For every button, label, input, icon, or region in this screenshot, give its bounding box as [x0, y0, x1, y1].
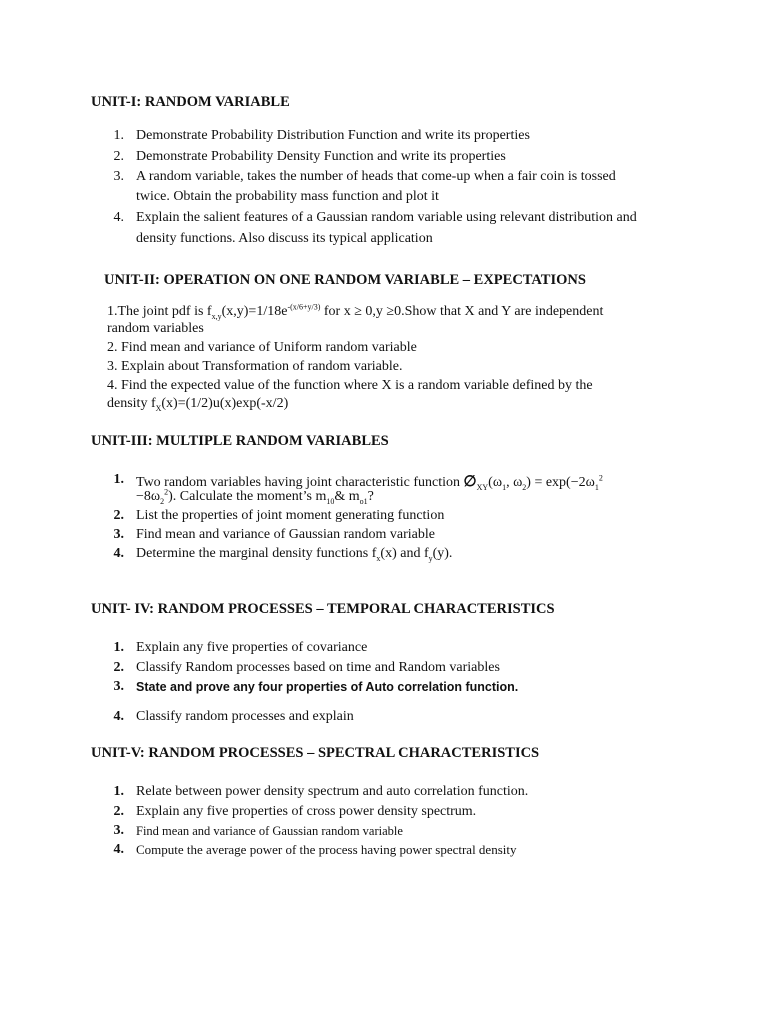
unit-4-item-3: State and prove any four properties of Auto correlation function.: [136, 680, 519, 694]
unit-4-item-3-number: 3.: [113, 679, 124, 694]
unit-1-item-2-number: 2.: [113, 149, 124, 164]
unit-5-item-2: Explain any five properties of cross power density spectrum.: [136, 804, 477, 819]
unit-2-item-1-part-a: 1.The joint pdf is f: [107, 304, 212, 319]
unit-3-item-2: List the properties of joint moment generating function: [136, 508, 445, 523]
unit-3-item-1-sup-4: 2: [164, 487, 169, 497]
unit-4-item-4: Classify random processes and explain: [136, 709, 354, 724]
unit-3-item-1-line2-a: −8ω: [136, 489, 161, 504]
unit-2-item-2: 2. Find mean and variance of Uniform random variable: [107, 340, 417, 355]
unit-2-item-1-subscript: x,y: [211, 311, 222, 321]
unit-1-item-4-continued: density functions. Also discuss its typical application: [136, 231, 433, 246]
unit-5-item-3-number: 3.: [113, 823, 124, 838]
unit-3-item-1-phi-symbol: ∅: [463, 474, 477, 490]
unit-3-item-4: [136, 546, 452, 562]
unit-3-item-1-sub-1: 1: [502, 482, 507, 492]
unit-5-item-3: Find mean and variance of Gaussian random variable: [136, 824, 403, 838]
unit-2-item-1: [107, 304, 603, 320]
unit-3-heading: [91, 433, 389, 450]
unit-3-item-1-sub-4: 2: [160, 496, 165, 506]
unit-3-item-3: Find mean and variance of Gaussian random variable: [136, 527, 435, 542]
unit-3-item-1-line2-d: ?: [367, 489, 374, 504]
unit-4-item-1: Explain any five properties of covariance: [136, 640, 368, 655]
unit-1-item-1: Demonstrate Probability Distribution Function and write its properties: [136, 128, 530, 143]
unit-3-item-1-line2-c: & m: [334, 489, 360, 504]
unit-3-item-1-sub-6: o1: [359, 496, 368, 506]
unit-3-item-4-part-c: (y).: [432, 546, 453, 561]
unit-4-item-4-number: 4.: [113, 709, 124, 724]
unit-2-item-1-exponent: -(x/6+y/3): [287, 302, 321, 312]
unit-2-item-1-part-c: for x ≥ 0,y ≥0.Show that X and Y are independent: [320, 304, 604, 319]
unit-2-item-4-part-b: (x)=(1/2)u(x)exp(-x/2): [161, 396, 289, 411]
unit-3-item-4-sub-y: y: [428, 553, 433, 563]
unit-3-item-1-part-a: Two random variables having joint characteristic function: [136, 475, 464, 490]
unit-5-item-1: Relate between power density spectrum and auto correlation function.: [136, 784, 529, 799]
unit-3-item-1-continued: [136, 489, 374, 505]
unit-2-item-1-part-b: (x,y)=1/18e: [221, 304, 288, 319]
unit-3-item-1-sub-3: 1: [594, 482, 599, 492]
unit-2-item-4: 4. Find the expected value of the function where X is a random variable defined by the: [107, 378, 593, 393]
unit-1-item-4-number: 4.: [113, 210, 124, 225]
unit-5-heading: UNIT-V: RANDOM PROCESSES – SPECTRAL CHARACTERISTICS: [91, 745, 540, 761]
unit-1-item-3-continued: twice. Obtain the probability mass function and plot it: [136, 189, 439, 204]
unit-2-item-4-continued: [107, 396, 288, 412]
unit-3-item-1-sup-3: 2: [598, 473, 603, 483]
unit-3-item-4-number: 4.: [113, 546, 124, 561]
unit-5-item-2-number: 2.: [113, 804, 124, 819]
unit-1-item-3-number: 3.: [113, 169, 124, 184]
unit-3-item-1-sub-xy: XY: [476, 482, 489, 492]
unit-1-item-1-number: 1.: [113, 128, 124, 143]
unit-3-item-4-part-b: (x) and f: [380, 546, 429, 561]
unit-3-item-1-part-c: , ω: [506, 475, 523, 490]
unit-3-item-1-number: 1.: [113, 472, 124, 487]
unit-2-item-3: 3. Explain about Transformation of random variable.: [107, 359, 403, 374]
unit-1-item-3: A random variable, takes the number of heads that come-up when a fair coin is tossed: [136, 169, 616, 184]
unit-5-item-1-number: 1.: [113, 784, 124, 799]
unit-2-item-1-continued: random variables: [107, 321, 204, 336]
unit-4-heading: UNIT- IV: RANDOM PROCESSES – TEMPORAL CHARACTERISTICS: [91, 601, 555, 617]
unit-3-item-4-part-a: Determine the marginal density functions f: [136, 546, 377, 561]
unit-5-item-4-number: 4.: [113, 842, 124, 857]
unit-3-item-1-part-b: (ω: [488, 475, 503, 490]
unit-1-item-4: Explain the salient features of a Gaussian random variable using relevant distribution and: [136, 210, 637, 225]
unit-3-item-3-number: 3.: [113, 527, 124, 542]
unit-4-item-2: Classify Random processes based on time and Random variables: [136, 660, 500, 675]
unit-3-item-1-sub-2: 2: [522, 482, 527, 492]
unit-4-item-1-number: 1.: [113, 640, 124, 655]
unit-1-heading: UNIT-I: RANDOM VARIABLE: [91, 94, 290, 110]
unit-4-item-2-number: 2.: [113, 660, 124, 675]
unit-3-item-1-line2-b: ). Calculate the moment’s m: [168, 489, 327, 504]
unit-3-heading-title: : MULTIPLE RANDOM VARIABLES: [147, 433, 389, 449]
unit-2-item-4-subscript: X: [155, 403, 162, 413]
unit-5-item-4: Compute the average power of the process having power spectral density: [136, 842, 517, 857]
unit-2-item-4-part-a: density f: [107, 396, 156, 411]
unit-3-item-2-number: 2.: [113, 508, 124, 523]
unit-1-item-2: Demonstrate Probability Density Function and write its properties: [136, 149, 506, 164]
unit-3-item-1-sub-5: 10: [326, 496, 335, 506]
unit-3-heading-label: UNIT-III: [91, 433, 148, 449]
unit-3-item-4-sub-x: x: [376, 553, 381, 563]
unit-2-heading: UNIT-II: OPERATION ON ONE RANDOM VARIABLE – EXPECTATIONS: [104, 272, 586, 288]
unit-3-item-1-part-d: ) = exp(−2ω: [526, 475, 595, 490]
